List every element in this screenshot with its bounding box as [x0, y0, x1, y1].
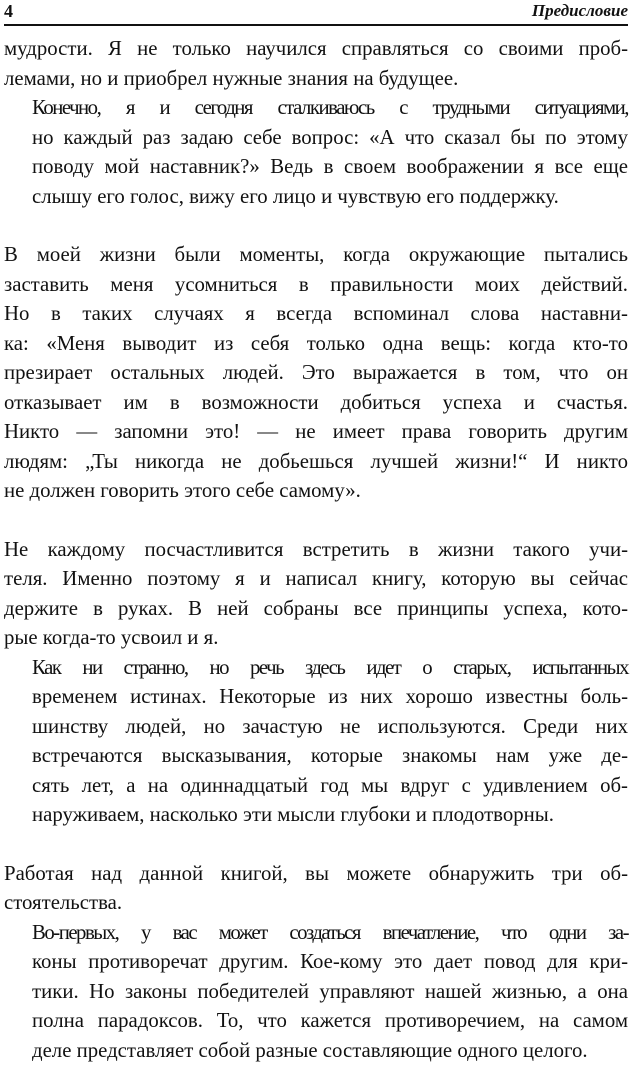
text-line: Никто — запомни это! — не имеет права говорить другим — [4, 417, 628, 447]
text-line: людям: „Ты никогда не добьешься лучшей жизни!“ И никто — [4, 447, 628, 477]
text-line: тики. Но законы победителей управляют нашей жизнью, а она — [4, 977, 628, 1007]
text-line: Не каждому посчастливится встретить в жизни такого учи- — [4, 535, 628, 565]
paragraph — [4, 240, 628, 506]
text-line: Конечно, я и сегодня сталкиваюсь с трудными ситуациями, — [4, 93, 628, 123]
page-body — [4, 26, 628, 1065]
text-line: встречаются высказывания, которые знакомы нам уже де- — [4, 741, 628, 771]
paragraph — [4, 859, 628, 918]
paragraph — [4, 34, 628, 93]
text-line: теля. Именно поэтому я и написал книгу, которую вы сейчас — [4, 564, 628, 594]
text-line: шинству людей, но зачастую не используются. Среди них — [4, 712, 628, 742]
text-line: но каждый раз задаю себе вопрос: «А что сказал бы по этому — [4, 123, 628, 153]
paragraph — [4, 918, 628, 1065]
text-line: рые когда-то усвоил и я. — [4, 623, 628, 653]
text-line: ка: «Меня выводит из себя только одна вещь: когда кто-то — [4, 329, 628, 359]
paragraph — [4, 535, 628, 653]
paragraph — [4, 653, 628, 830]
text-line: слышу его голос, вижу его лицо и чувствую его поддержку. — [4, 182, 628, 212]
page-header — [4, 0, 628, 26]
text-line: временем истинах. Некоторые из них хорошо известны боль- — [4, 682, 628, 712]
text-line: коны противоречат другим. Кое-кому это дает повод для кри- — [4, 947, 628, 977]
text-line: Как ни странно, но речь здесь идет о старых, испытанных — [4, 653, 628, 683]
text-line: держите в руках. В ней собраны все принципы успеха, кото- — [4, 594, 628, 624]
text-line: Работая над данной книгой, вы можете обнаружить три об- — [4, 859, 628, 889]
text-line: деле представляет собой разные составляющие одного целого. — [4, 1036, 628, 1065]
text-line: наруживаем, насколько эти мысли глубоки и плодотворны. — [4, 800, 628, 830]
text-line: Но в таких случаях я всегда вспоминал слова наставни- — [4, 299, 628, 329]
page-number: 4 — [4, 0, 13, 22]
text-line: полна парадоксов. То, что кажется противоречием, на самом — [4, 1006, 628, 1036]
text-line: стоятельства. — [4, 888, 628, 918]
text-line: не должен говорить этого себе самому». — [4, 476, 628, 506]
text-line: Во-первых, у вас может создаться впечатление, что одни за- — [4, 918, 628, 948]
text-line: лемами, но и приобрел нужные знания на будущее. — [4, 64, 628, 94]
running-title: Предисловие — [532, 0, 628, 22]
text-line: сять лет, а на одиннадцатый год мы вдруг с удивлением об- — [4, 771, 628, 801]
book-page — [4, 0, 628, 1032]
text-line: заставить меня усомниться в правильности моих действий. — [4, 270, 628, 300]
text-line: отказывает им в возможности добиться успеха и счастья. — [4, 388, 628, 418]
text-line: презирает остальных людей. Это выражается в том, что он — [4, 358, 628, 388]
text-line: поводу мой наставник?» Ведь в своем воображении я все еще — [4, 152, 628, 182]
text-line: мудрости. Я не только научился справляться со своими проб- — [4, 34, 628, 64]
text-line: В моей жизни были моменты, когда окружающие пытались — [4, 240, 628, 270]
paragraph — [4, 93, 628, 211]
